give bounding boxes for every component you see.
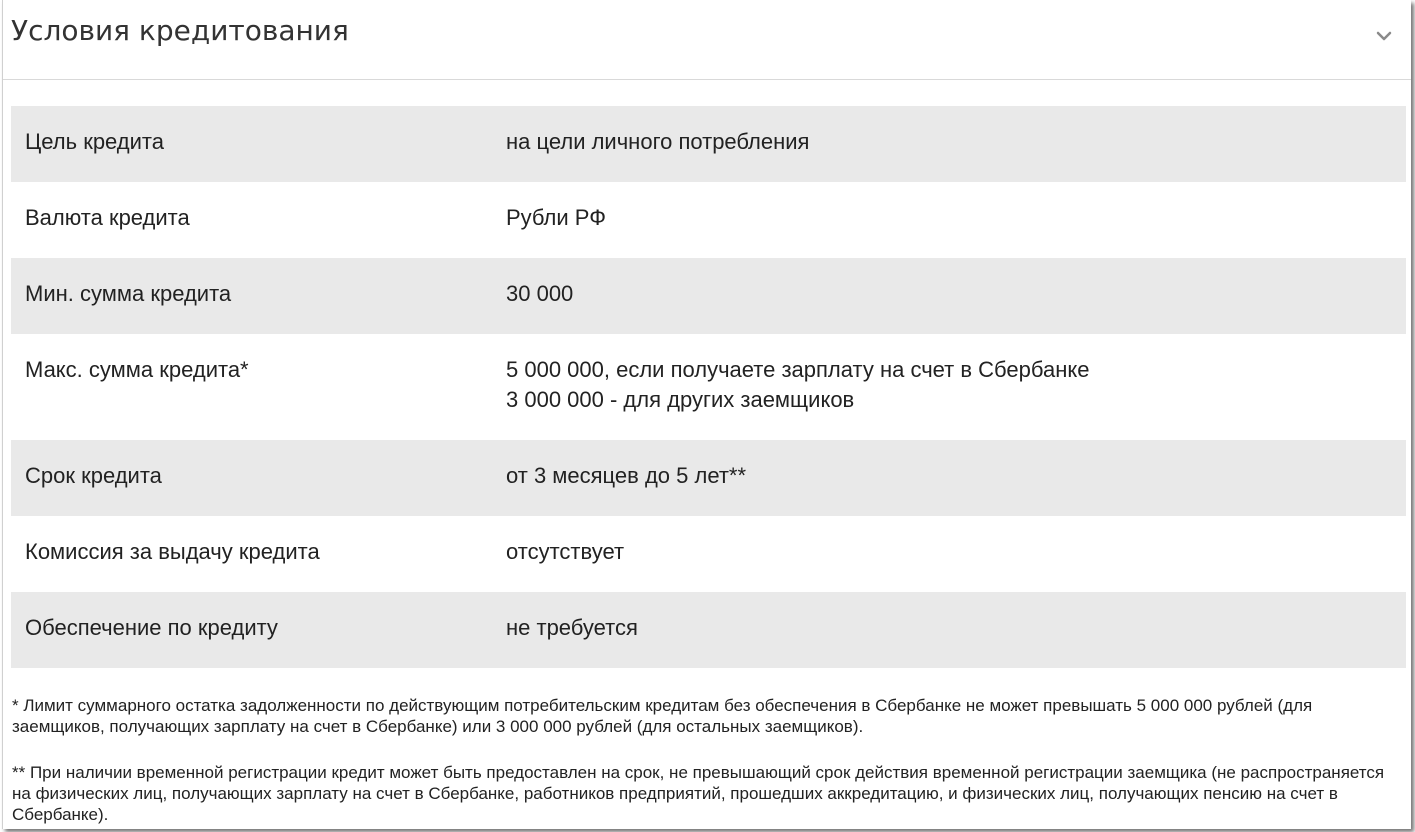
footnote-limit: * Лимит суммарного остатка задолженности по действующим потребительским кредитам без обеспечения в Сбербанке не может превышать 5 000 000 рублей (для заемщиков, получающих зарплату на счет в Сбербанке) или 3 000 000 рублей (для остальных заемщиков). [12, 696, 1313, 736]
term-label: Срок кредита [25, 463, 162, 488]
terms-row-term [11, 440, 1406, 516]
term-value [506, 127, 809, 157]
term-value [506, 279, 573, 309]
credit-terms-panel [2, 0, 1411, 829]
footnote-registration: ** При наличии временной регистрации кредит может быть предоставлен на срок, не превышающий срок действия временной регистрации заемщика (не распространяется на физических лиц, получающих зарплату на счет в Сбербанке, работников предприятий, прошедших аккредитацию, и физических лиц, получающих пенсию на счет в Сбербанке). [12, 763, 1385, 824]
term-value-line: отсутствует [506, 539, 625, 564]
term-value [506, 355, 1089, 415]
term-label: Мин. сумма кредита [25, 281, 232, 306]
section-header[interactable] [3, 0, 1411, 80]
term-label: Цель кредита [25, 129, 164, 154]
term-value-line: 3 000 000 - для других заемщиков [506, 387, 855, 412]
terms-row-min-amount [11, 258, 1406, 334]
term-value-line: на цели личного потребления [506, 129, 810, 154]
term-value [506, 613, 638, 643]
term-value-line: от 3 месяцев до 5 лет** [506, 463, 747, 488]
term-label: Комиссия за выдачу кредита [25, 539, 320, 564]
term-value [506, 461, 746, 491]
terms-row-collateral [11, 592, 1406, 668]
term-label: Макс. сумма кредита* [25, 357, 249, 382]
term-value-line: Рубли РФ [506, 205, 606, 230]
terms-row-max-amount [11, 334, 1406, 440]
terms-table [11, 106, 1406, 668]
section-title: Условия кредитования [11, 14, 349, 47]
term-value-line: не требуется [506, 615, 638, 640]
term-value [506, 203, 606, 233]
term-label: Обеспечение по кредиту [25, 615, 278, 640]
term-value-line: 30 000 [506, 281, 574, 306]
terms-row-purpose [11, 106, 1406, 182]
term-value [506, 537, 624, 567]
chevron-down-icon[interactable] [1373, 25, 1395, 47]
terms-row-fee [11, 516, 1406, 592]
term-value-line: 5 000 000, если получаете зарплату на счет в Сбербанке [506, 357, 1090, 382]
term-label: Валюта кредита [25, 205, 190, 230]
terms-row-currency [11, 182, 1406, 258]
